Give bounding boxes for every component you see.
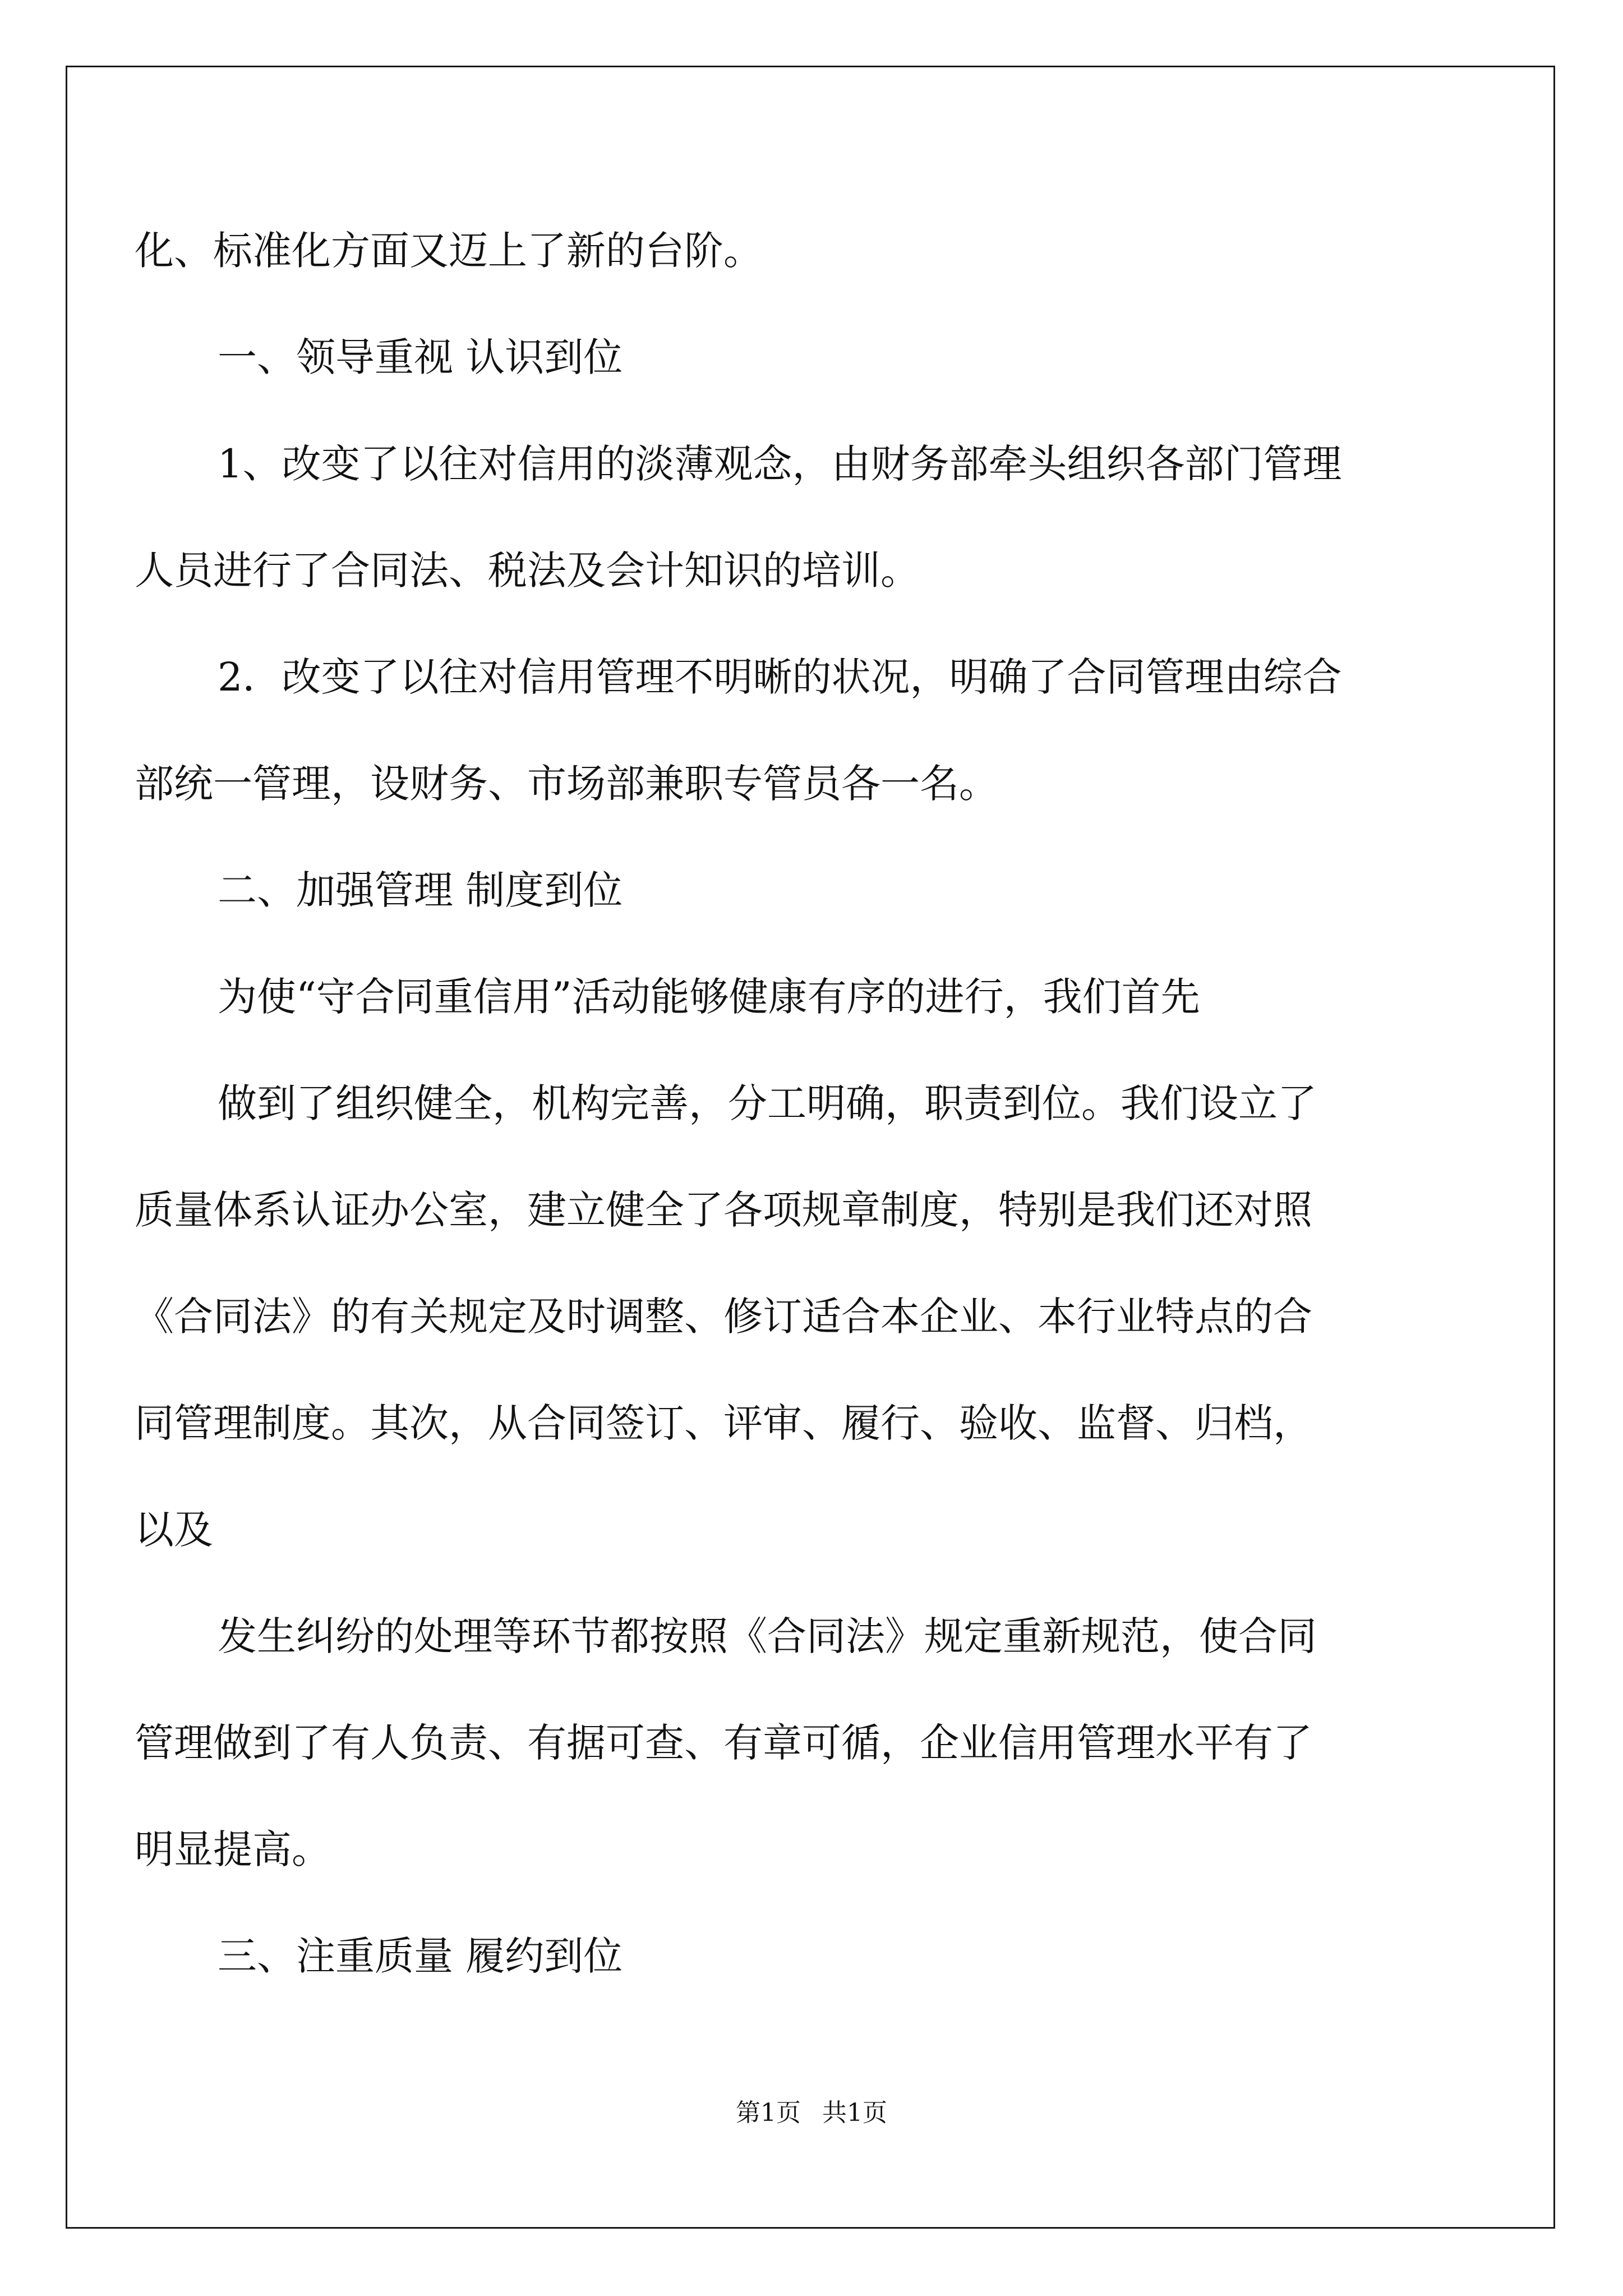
page-total: 共1页 (822, 2099, 887, 2127)
text-line: 2．改变了以往对信用管理不明晰的状况，明确了合同管理由综合 (218, 654, 1342, 700)
page-footer (0, 2092, 1623, 2128)
section-heading: 一、领导重视 认识到位 (218, 334, 623, 380)
text-line: 人员进行了合同法、税法及会计知识的培训。 (135, 547, 920, 593)
page-border (66, 66, 1555, 2229)
section-heading: 三、注重质量 履约到位 (218, 1933, 623, 1979)
text-line: 部统一管理，设财务、市场部兼职专管员各一名。 (135, 761, 998, 807)
text-line: 做到了组织健全，机构完善，分工明确，职责到位。我们设立了 (218, 1080, 1317, 1126)
text-line: 质量体系认证办公室，建立健全了各项规章制度，特别是我们还对照 (135, 1187, 1312, 1233)
text-line: 同管理制度。其次，从合同签订、评审、履行、验收、监督、归档， (135, 1400, 1312, 1446)
text-line: 1、改变了以往对信用的淡薄观念，由财务部牵头组织各部门管理 (218, 441, 1342, 487)
text-line: 为使“守合同重信用”活动能够健康有序的进行，我们首先 (218, 974, 1200, 1020)
page-number: 第1页 (736, 2099, 801, 2127)
section-heading: 二、加强管理 制度到位 (218, 867, 623, 913)
text-line: 化、标准化方面又迈上了新的台阶。 (135, 228, 763, 274)
text-line: 《合同法》的有关规定及时调整、修订适合本企业、本行业特点的合 (135, 1294, 1312, 1340)
text-line: 以及 (135, 1507, 213, 1553)
text-line: 明显提高。 (135, 1826, 331, 1872)
text-line: 发生纠纷的处理等环节都按照《合同法》规定重新规范，使合同 (218, 1613, 1317, 1659)
text-line: 管理做到了有人负责、有据可查、有章可循，企业信用管理水平有了 (135, 1720, 1312, 1766)
